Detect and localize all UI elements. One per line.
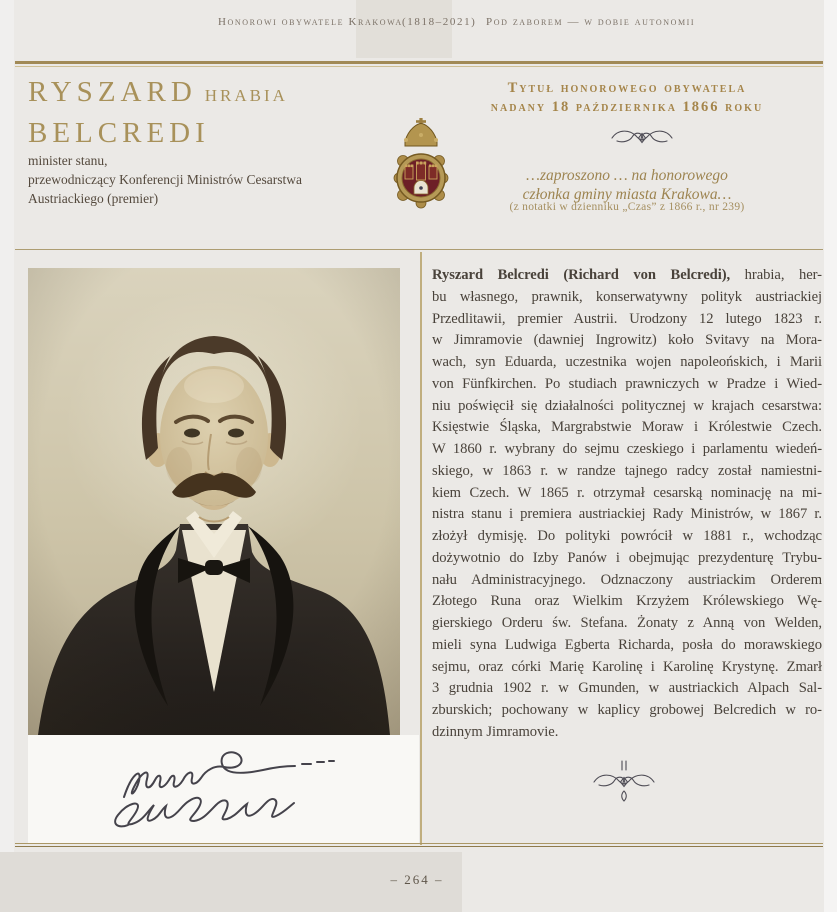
honor-title-line1: Tytuł honorowego obywatela <box>507 80 747 96</box>
quote-line2: członka gminy miasta Krakowa… <box>522 186 732 203</box>
article-body <box>432 265 822 744</box>
article-line: skiego, w 1863 r. w randze tajnego radcy został namiestni- <box>432 462 822 479</box>
title-first-name: RYSZARD <box>28 76 197 108</box>
article-line: kiem Czech. W 1865 r. otrzymał cesarską nominację na mi- <box>432 484 822 501</box>
subtitle-line: minister stanu, <box>28 153 108 168</box>
article-line: von Fünfkirchen. Po studiach prawniczych w Pradze i Wied- <box>432 375 822 392</box>
article-line: złożył dymisję. Do polityki powrócił w 1881 r., wchodząc <box>432 528 822 544</box>
article-line: Ryszard Belcredi (Richard von Belcredi), hrabia, her- <box>432 267 822 283</box>
title-line1 <box>28 74 288 115</box>
subtitle-line: Austriackiego (premier) <box>28 191 159 206</box>
article-line: dożywotnio do Izby Panów i obejmując prezydenturę Trybu- <box>432 549 822 566</box>
article-line: nału Administracyjnego. Odznaczony austriackim Orderem <box>432 571 822 588</box>
belcredi-signature <box>86 741 356 835</box>
left-edge-shade <box>0 0 14 912</box>
article-line: Księstwie Śląska, Margrabstwie Moraw i Królestwie Czech. <box>432 419 822 436</box>
page-title <box>28 74 288 156</box>
article-line: sejmu, oraz córki Marię Karolinę i Karolinę Krystynę. Zmarł <box>432 658 822 675</box>
title-nobiliary: HRABIA <box>204 86 288 105</box>
column-divider-rule <box>420 252 422 845</box>
article-line: dzinnym Jimramovie. <box>432 723 559 740</box>
right-edge-shade <box>824 0 837 912</box>
running-header-years: (1818–2021) <box>402 16 477 28</box>
article-line: Złotego Runa oraz Wielkim Krzyżem Królewskiego Wę- <box>432 593 822 610</box>
article-line: nistra stanu i premiera austriackiej Rady Ministrów, w 1867 r. <box>432 506 822 523</box>
end-flourish-icon <box>590 758 658 804</box>
article-line: gierskiego Orderu św. Stefana. Żonaty z Anną von Welden, <box>432 615 822 631</box>
article-line: W 1860 r. wybrany do sejmu czeskiego i parlamentu wiedeń- <box>432 441 822 457</box>
scan-strip-top <box>356 0 452 58</box>
top-rule-thick <box>15 61 823 64</box>
article-line: mieli syna Ludwiga Egberta Richarda, posła do morawskiego <box>432 636 822 653</box>
running-header-right: Pod zaborem — w dobie autonomii <box>486 16 696 28</box>
signature-card <box>28 735 419 843</box>
title-surname: BELCREDI <box>28 117 210 149</box>
subtitle-line: przewodniczący Konferencji Ministrów Cesarstwa <box>28 172 303 187</box>
article-line: w Jimramovie (dawniej Ingrowitz) koło Svitavy na Mora- <box>432 332 822 349</box>
bottom-rule-b <box>15 846 823 847</box>
calligraphic-flourish-icon <box>610 127 674 149</box>
article-line: Przedlitawii, premier Austrii. Urodzony 12 lutego 1823 r. <box>432 310 822 327</box>
quote-line1: …zaproszono … na honorowego <box>526 167 728 184</box>
top-rule-thin <box>15 66 823 67</box>
article-line: wach, syn Eduarda, uczestnika wojen napoleońskich, i Marii <box>432 354 822 370</box>
article-line: bu własnego, prawnik, konserwatywny polityk austriackiej <box>432 288 822 305</box>
title-subtitle <box>28 151 302 208</box>
honor-title-line2: nadany 18 października 1866 roku <box>490 99 764 115</box>
title-line2 <box>28 115 288 156</box>
middle-rule <box>15 249 823 250</box>
article-line: 3 grudnia 1902 r. w Gmunden, w austriackich Alpach Sal- <box>432 680 822 697</box>
quote-citation: (z notatki w dzienniku „Czas” z 1866 r., nr 239) <box>509 201 745 213</box>
honor-quote <box>432 166 822 204</box>
bottom-rule-a <box>15 843 823 844</box>
article-line: niu poświęcił się działalności politycznej w krajach cesarstwa: <box>432 397 822 414</box>
honor-title <box>432 79 822 117</box>
article-line: zburskich; pochowany w kaplicy grobowej Belcredich w ro- <box>432 702 822 718</box>
page-number: – 264 – <box>390 872 444 887</box>
running-header-left: Honorowi obywatele Krakowa <box>218 16 403 28</box>
portrait-photo <box>28 268 400 735</box>
